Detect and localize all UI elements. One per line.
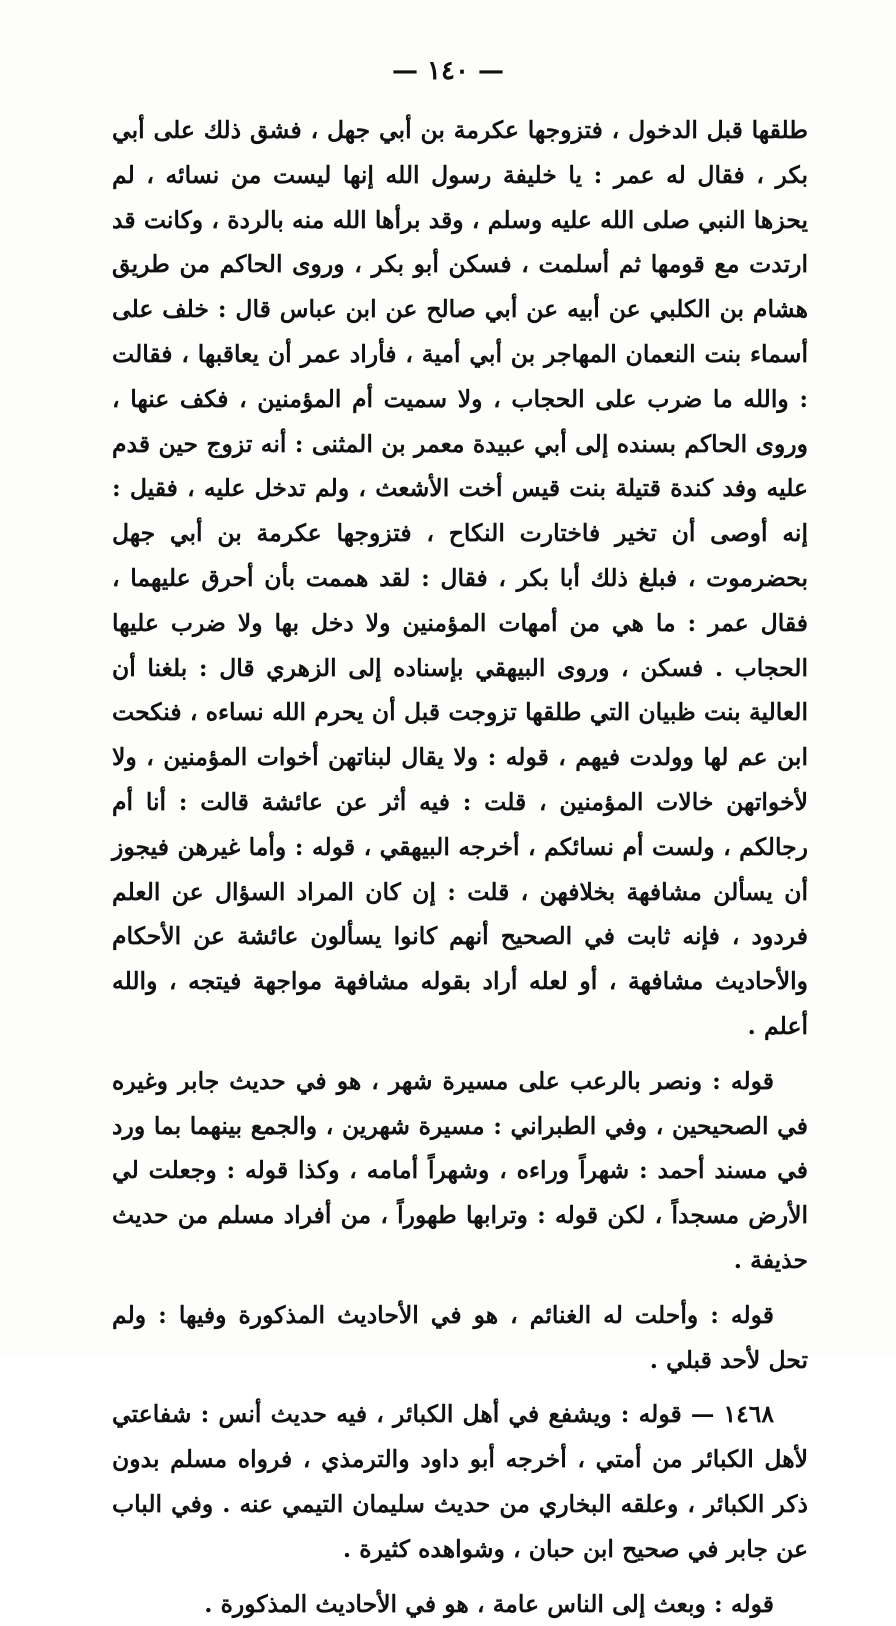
paragraph-spoils: قوله : وأحلت له الغنائم ، هو في الأحاديث المذكورة وفيها : ولم تحل لأحد قبلي .: [112, 1293, 808, 1383]
paragraph-sent-to-people: قوله : وبعث إلى الناس عامة ، هو في الأحاديث المذكورة .: [112, 1582, 808, 1626]
page-number: — ١٤٠ —: [0, 56, 896, 86]
paragraph-intercession: ١٤٦٨ — قوله : ويشفع في أهل الكبائر ، فيه حديث أنس : شفاعتي لأهل الكبائر من أمتي ، أخرجه أبو داود والترمذي ، فرواه مسلم بدون ذكر الكبائر ، وعلقه البخاري من حديث سليمان التيمي عنه . وفي الباب عن جابر في صحيح ابن حبان ، وشواهده كثيرة .: [112, 1392, 808, 1571]
paragraph-marriage-wives: طلقها قبل الدخول ، فتزوجها عكرمة بن أبي جهل ، فشق ذلك على أبي بكر ، فقال له عمر : يا خليفة رسول الله إنها ليست من نسائه ، لم يحزها النبي صلى الله عليه وسلم ، وقد برأها الله منه بالردة ، وكانت قد ارتدت مع قومها ثم أسلمت ، فسكن أبو بكر ، وروى الحاكم من طريق هشام بن الكلبي عن أبيه عن أبي صالح عن ابن عباس قال : خلف على أسماء بنت النعمان المهاجر بن أبي أمية ، فأراد عمر أن يعاقبها ، فقالت : والله ما ضرب على الحجاب ، ولا سميت أم المؤمنين ، فكف عنها ، وروى الحاكم بسنده إلى أبي عبيدة معمر بن المثنى : أنه تزوج حين قدم عليه وفد كندة قتيلة بنت قيس أخت الأشعث ، ولم تدخل عليه ، فقيل : إنه أوصى أن تخير فاختارت النكاح ، فتزوجها عكرمة بن أبي جهل بحضرموت ، فبلغ ذلك أبا بكر ، فقال : لقد هممت بأن أحرق عليهما ، فقال عمر : ما هي من أمهات المؤمنين ولا دخل بها ولا ضرب عليها الحجاب . فسكن ، وروى البيهقي بإسناده إلى الزهري قال : بلغنا أن العالية بنت ظبيان التي طلقها تزوجت قبل أن يحرم الله نساءه ، فنكحت ابن عم لها وولدت فيهم ، قوله : ولا يقال لبناتهن أخوات المؤمنين ، ولا لأخواتهن خالات المؤمنين ، قلت : فيه أثر عن عائشة قالت : أنا أم رجالكم ، ولست أم نسائكم ، أخرجه البيهقي ، قوله : وأما غيرهن فيجوز أن يسألن مشافهة بخلافهن ، قلت : إن كان المراد السؤال عن العلم فردود ، فإنه ثابت في الصحيح أنهم كانوا يسألون عائشة عن الأحكام والأحاديث مشافهة ، أو لعله أراد بقوله مشافهة مواجهة فيتجه ، والله أعلم .: [112, 108, 808, 1049]
page-body: [112, 108, 808, 1626]
paragraph-victory-fear: قوله : ونصر بالرعب على مسيرة شهر ، هو في حديث جابر وغيره في الصحيحين ، وفي الطبراني : مسيرة شهرين ، والجمع بينهما بما ورد في مسند أحمد : شهراً وراءه ، وشهراً أمامه ، وكذا قوله : وجعلت لي الأرض مسجداً ، لكن قوله : وترابها طهوراً ، من أفراد مسلم من حديث حذيفة .: [112, 1059, 808, 1283]
